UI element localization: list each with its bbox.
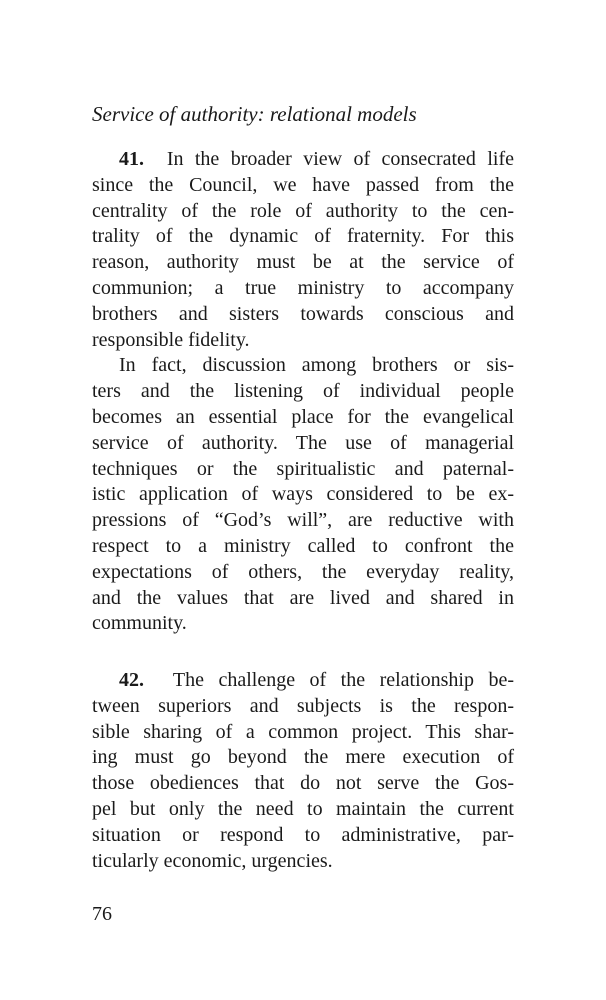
text-line [92,668,514,694]
text-line: centrality of the role of authority to the cen- [92,199,514,222]
text-line: community. [92,612,187,635]
book-page [92,0,514,1000]
text-line: since the Council, we have passed from the [92,173,514,196]
text-line: situation or respond to administrative, par- [92,823,514,846]
text-line: becomes an essential place for the evangelical [92,405,514,428]
text-line: brothers and sisters towards conscious and [92,302,514,325]
text-line: service of authority. The use of managerial [92,431,514,454]
paragraph-number: 42. [119,669,144,691]
text-line: trality of the dynamic of fraternity. For this [92,225,514,248]
text-line: those obediences that do not serve the Gos- [92,772,514,795]
text-line: pressions of “God’s will”, are reductive with [92,509,514,532]
text-line: communion; a true ministry to accompany [92,276,514,299]
text-line: tween superiors and subjects is the respon- [92,694,514,717]
text-line: ters and the listening of individual people [92,380,514,403]
paragraph-41 [92,147,514,637]
text-line: In fact, discussion among brothers or sis- [119,354,514,377]
text-line: and the values that are lived and shared in [92,586,514,609]
page-number: 76 [92,903,112,925]
paragraph-42 [92,668,514,874]
text-line: responsible fidelity. [92,328,250,351]
text-line: ticularly economic, urgencies. [92,849,333,872]
text-line [92,147,514,173]
text-line: ing must go beyond the mere execution of [92,746,514,769]
line-text: The challenge of the relationship be- [172,669,514,691]
text-line: techniques or the spiritualistic and paternal- [92,457,514,480]
section-heading: Service of authority: relational models [92,102,417,126]
paragraph-number: 41. [119,148,144,170]
text-line: expectations of others, the everyday reality, [92,560,514,583]
text-line: istic application of ways considered to be ex- [92,483,514,506]
line-text: In the broader view of consecrated life [166,148,514,170]
text-line: reason, authority must be at the service of [92,251,514,274]
text-line: respect to a ministry called to confront the [92,534,514,557]
text-line: sible sharing of a common project. This shar- [92,720,514,743]
text-line: pel but only the need to maintain the current [92,797,514,820]
